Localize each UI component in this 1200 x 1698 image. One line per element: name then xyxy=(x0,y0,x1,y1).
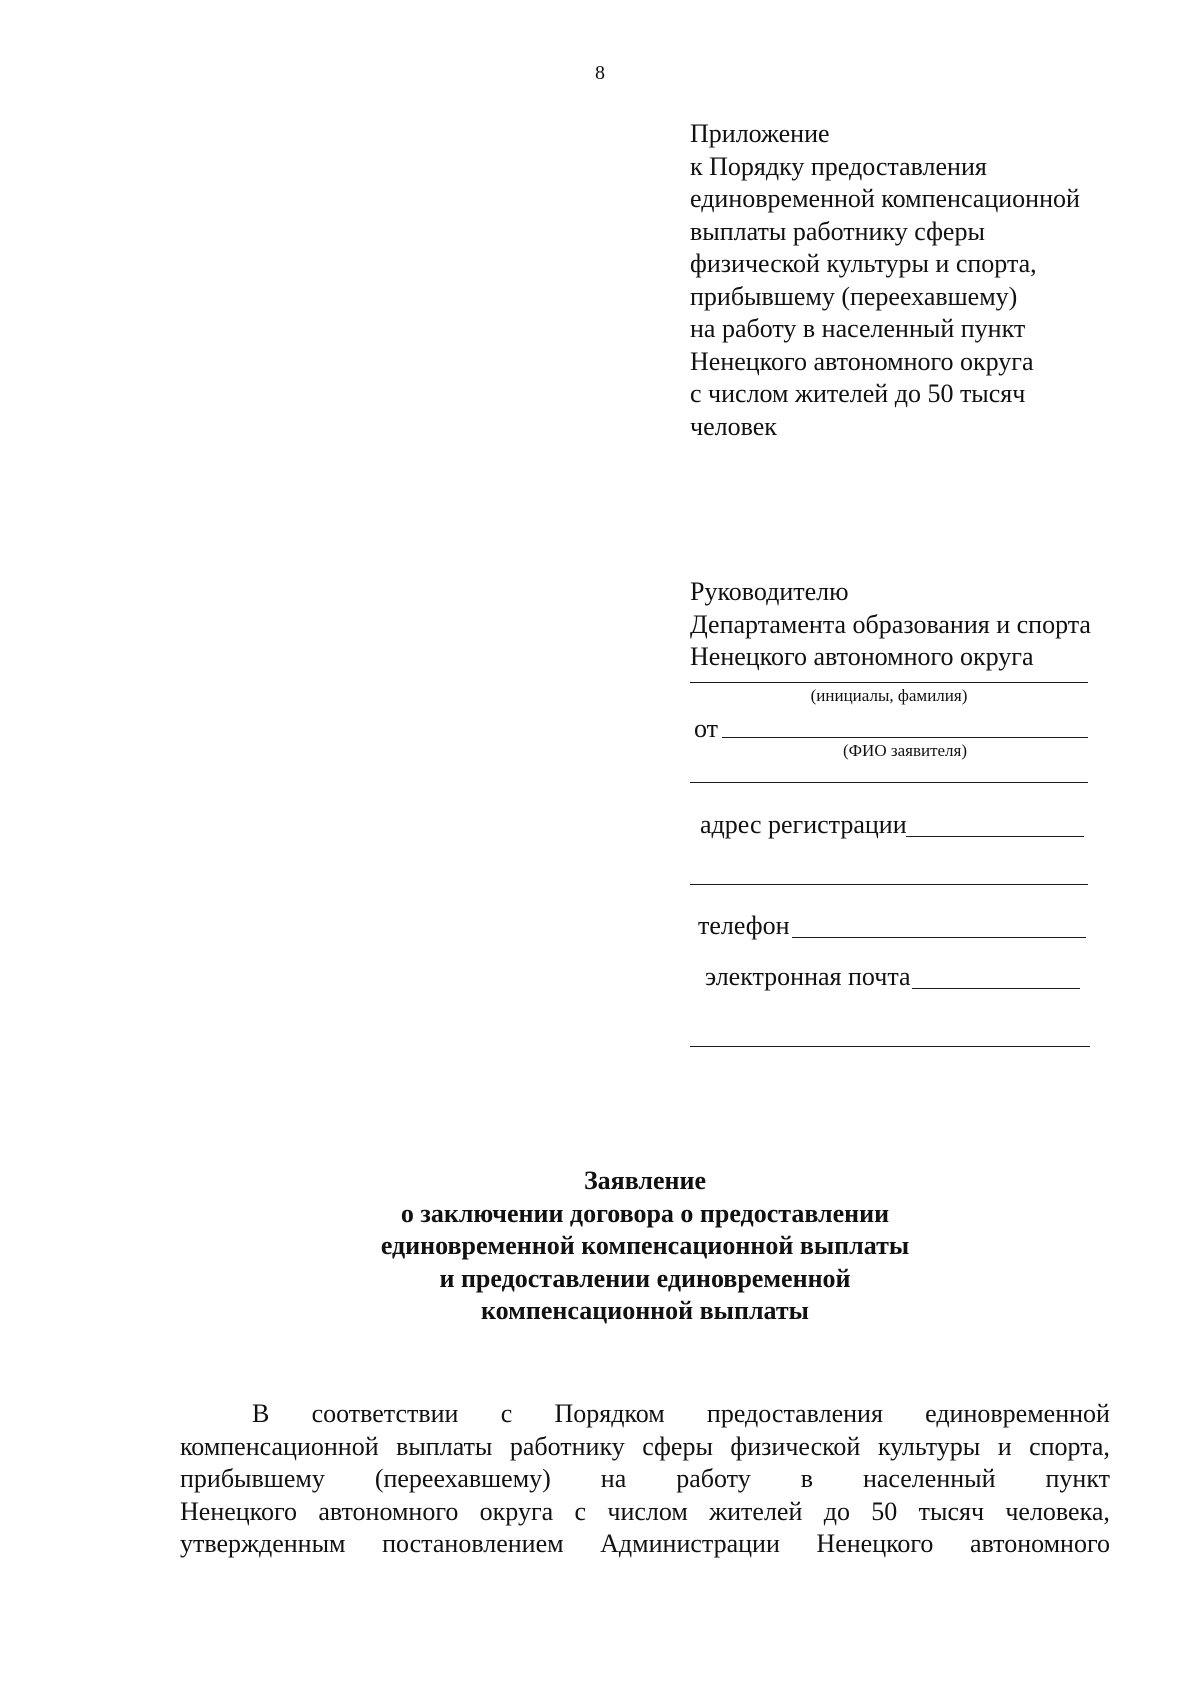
initials-fill-line xyxy=(690,682,1088,683)
registration-fill-line-2 xyxy=(690,884,1088,885)
appendix-line: Ненецкого автономного округа xyxy=(690,346,1034,376)
body-line: В соответствии с Порядком предоставления единовременной xyxy=(252,1399,1110,1428)
body-line: утвержденным постановлением Администрации Ненецкого автономного xyxy=(180,1529,1110,1558)
from-label: от xyxy=(694,714,719,743)
appendix-line: человек xyxy=(690,411,777,441)
appendix-line: с числом жителей до 50 тысяч xyxy=(690,379,1026,408)
appendix-line: Приложение xyxy=(690,119,830,148)
email-label: электронная почта xyxy=(705,962,911,991)
title-line: компенсационной выплаты xyxy=(481,1296,809,1325)
body-line: прибывшему (переехавшему) на работу в населенный пункт xyxy=(180,1464,1110,1493)
addressee-block xyxy=(690,576,1130,674)
appendix-line: физической культуры и спорта, xyxy=(690,249,1037,278)
registration-fill-line xyxy=(906,836,1084,837)
title-line: о заключении договора о предоставлении xyxy=(400,1198,890,1228)
body-line: компенсационной выплаты работнику сферы физической культуры и спорта, xyxy=(180,1431,1110,1461)
title-line: Заявление xyxy=(583,1166,707,1195)
registration-label: адрес регистрации xyxy=(700,810,907,839)
appendix-line: на работу в населенный пункт xyxy=(690,314,1026,343)
email-fill-line-2 xyxy=(690,1046,1090,1047)
phone-label: телефон xyxy=(698,911,790,940)
initials-caption: (инициалы, фамилия) xyxy=(810,686,968,705)
email-fill-line xyxy=(912,988,1080,989)
appendix-line: единовременной компенсационной xyxy=(690,184,1080,213)
document-title xyxy=(200,1165,1090,1328)
appendix-header xyxy=(690,118,1130,443)
addressee-line: Департамента образования и спорта xyxy=(690,609,1091,639)
page-number: 8 xyxy=(595,62,605,84)
appendix-line: к Порядку предоставления xyxy=(690,151,987,181)
appendix-line: прибывшему (переехавшему) xyxy=(690,281,1018,311)
phone-fill-line xyxy=(792,937,1086,938)
applicant-caption: (ФИО заявителя) xyxy=(842,741,968,760)
body-paragraph xyxy=(180,1398,1110,1561)
applicant-fill-line-2 xyxy=(690,782,1088,783)
addressee-line: Ненецкого автономного округа xyxy=(690,642,1034,671)
body-line: Ненецкого автономного округа с числом жителей до 50 тысяч человека, xyxy=(180,1496,1110,1526)
title-line: и предоставлении единовременной xyxy=(439,1263,851,1293)
applicant-fill-line xyxy=(722,737,1088,738)
addressee-line: Руководителю xyxy=(690,577,849,606)
appendix-line: выплаты работнику сферы xyxy=(690,216,985,246)
title-line: единовременной компенсационной выплаты xyxy=(380,1231,910,1260)
